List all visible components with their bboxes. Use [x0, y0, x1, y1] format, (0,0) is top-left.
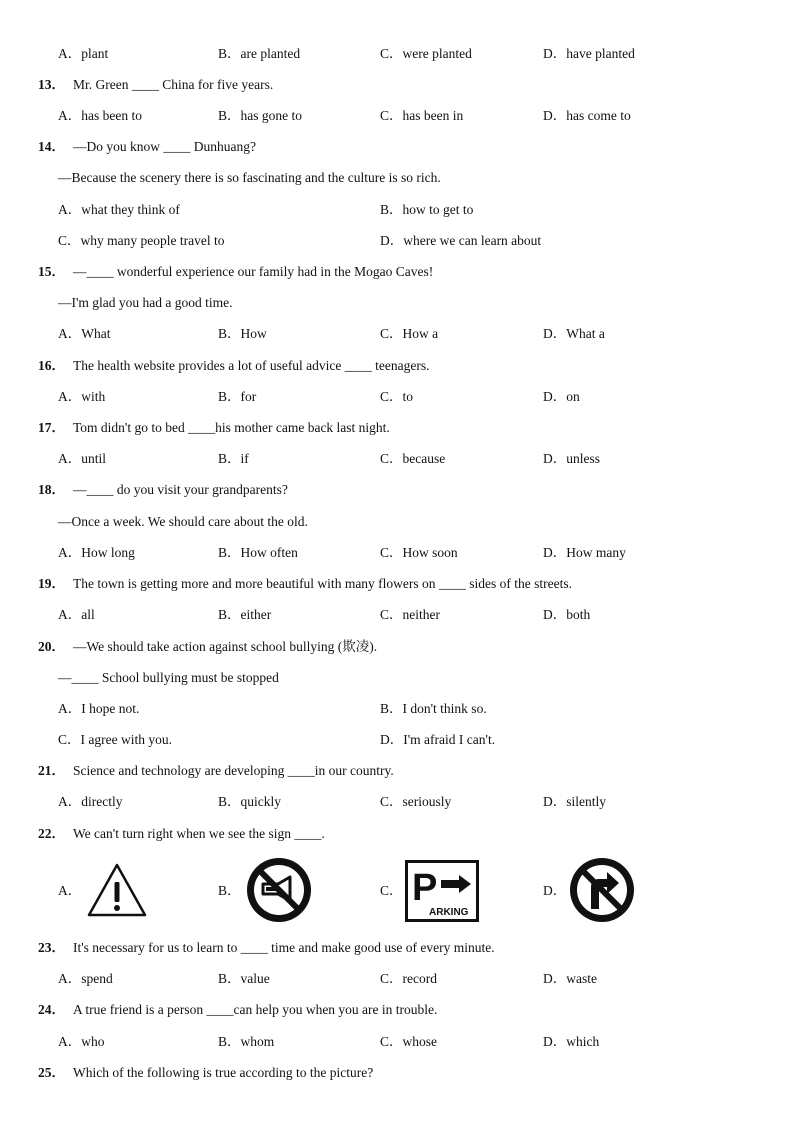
option-b: B．either [218, 607, 272, 622]
question-number: 25． [38, 1065, 65, 1080]
option-a: A．with [58, 389, 106, 404]
dialogue-reply: —Because the scenery there is so fascinating and the culture is so rich. [58, 170, 441, 185]
option-a: A．plant [58, 46, 109, 61]
option-c: C．seriously [380, 794, 452, 809]
option-c: C．whose [380, 1034, 437, 1049]
option-c: C．because [380, 451, 446, 466]
option-a: A．How long [58, 545, 135, 560]
question-number: 20． [38, 639, 65, 654]
option-b: B．quickly [218, 794, 281, 809]
option-d: D．on [543, 389, 580, 404]
question-text: —We should take action against school bullying (欺凌). [73, 639, 378, 654]
option-b-label: B． [218, 883, 241, 898]
no-horn-sign-icon [244, 857, 314, 923]
question-number: 21． [38, 763, 65, 778]
option-d: D．I'm afraid I can't. [380, 732, 496, 747]
option-b: B．if [218, 451, 249, 466]
question-text: —____ do you visit your grandparents? [73, 482, 288, 497]
option-d: D．where we can learn about [380, 233, 542, 248]
option-a: A．directly [58, 794, 123, 809]
dialogue-reply: —____ School bullying must be stopped [58, 670, 279, 685]
question-number: 18． [38, 482, 65, 497]
option-c: C．How soon [380, 545, 458, 560]
question-number: 23． [38, 940, 65, 955]
question-text: —Do you know ____ Dunhuang? [73, 139, 256, 154]
option-d: D．both [543, 607, 591, 622]
question-text: Which of the following is true according to the picture? [73, 1065, 374, 1080]
option-c: C．why many people travel to [58, 233, 225, 248]
parking-sign-letter: P [412, 867, 438, 909]
question-number: 24． [38, 1002, 65, 1017]
question-text: Tom didn't go to bed ____his mother came back last night. [73, 420, 390, 435]
option-c: C．neither [380, 607, 440, 622]
option-d: D．waste [543, 971, 597, 986]
question-text: Science and technology are developing ____in our country. [73, 763, 394, 778]
option-b: B．value [218, 971, 270, 986]
option-c: C．to [380, 389, 414, 404]
question-number: 13． [38, 77, 65, 92]
option-b: B．How [218, 326, 267, 341]
option-c: C．were planted [380, 46, 472, 61]
option-a: A．what they think of [58, 202, 180, 217]
question-text: The health website provides a lot of useful advice ____ teenagers. [73, 358, 430, 373]
question-text: We can't turn right when we see the sign ____. [73, 826, 325, 841]
option-d: D．What a [543, 326, 605, 341]
option-a: A．who [58, 1034, 105, 1049]
question-text: Mr. Green ____ China for five years. [73, 77, 274, 92]
option-d-label: D． [543, 883, 567, 898]
option-a: A．What [58, 326, 111, 341]
option-b: B．for [218, 389, 257, 404]
option-b: B．has gone to [218, 108, 302, 123]
dialogue-reply: —Once a week. We should care about the old. [58, 514, 308, 529]
question-text: —____ wonderful experience our family had in the Mogao Caves! [73, 264, 434, 279]
question-text: The town is getting more and more beautiful with many flowers on ____ sides of the streets. [73, 576, 573, 591]
option-b: B．are planted [218, 46, 301, 61]
option-b: B．whom [218, 1034, 275, 1049]
question-number: 17． [38, 420, 65, 435]
option-d: D．unless [543, 451, 600, 466]
parking-sign-icon [405, 860, 479, 922]
option-a: A．has been to [58, 108, 142, 123]
option-d: D．which [543, 1034, 600, 1049]
option-c: C．has been in [380, 108, 464, 123]
option-b: B．I don't think so. [380, 701, 487, 716]
option-c: C．record [380, 971, 437, 986]
option-c: C．I agree with you. [58, 732, 172, 747]
no-right-turn-sign-icon [569, 857, 635, 923]
option-a: A．I hope not. [58, 701, 140, 716]
option-a: A．all [58, 607, 95, 622]
option-b: B．how to get to [380, 202, 474, 217]
option-d: D．has come to [543, 108, 631, 123]
option-c-label: C． [380, 883, 403, 898]
parking-sign-word: ARKING [429, 907, 469, 918]
question-text: It's necessary for us to learn to ____ time and make good use of every minute. [73, 940, 495, 955]
warning-triangle-sign-icon [86, 862, 148, 918]
question-number: 22． [38, 826, 65, 841]
option-d: D．How many [543, 545, 626, 560]
option-a-label: A． [58, 883, 82, 898]
dialogue-reply: —I'm glad you had a good time. [58, 295, 233, 310]
option-d: D．have planted [543, 46, 635, 61]
option-d: D．silently [543, 794, 606, 809]
option-b: B．How often [218, 545, 298, 560]
question-number: 14． [38, 139, 65, 154]
option-a: A．until [58, 451, 107, 466]
option-c: C．How a [380, 326, 439, 341]
question-number: 15． [38, 264, 65, 279]
question-text: A true friend is a person ____can help you when you are in trouble. [73, 1002, 438, 1017]
option-a: A．spend [58, 971, 113, 986]
question-number: 19． [38, 576, 65, 591]
question-number: 16． [38, 358, 65, 373]
